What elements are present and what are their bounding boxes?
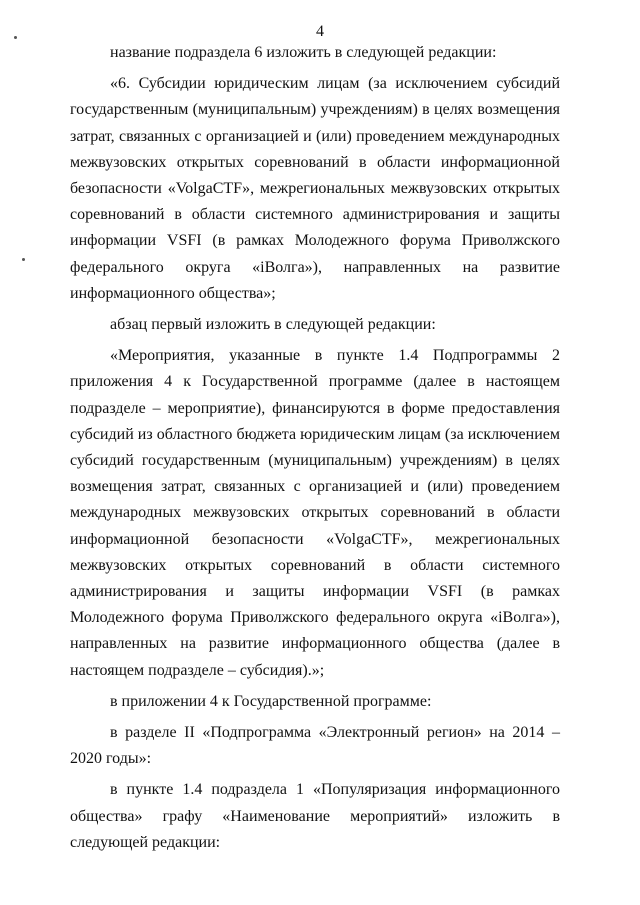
- page-number: 4: [316, 23, 324, 40]
- scan-speck: [22, 258, 25, 261]
- document-body: [70, 40, 560, 861]
- scan-speck: [14, 36, 17, 39]
- paragraph-events-text: «Мероприятия, указанные в пункте 1.4 Подпрограммы 2 приложения 4 к Государственной программе (далее в настоящем подразделе – мероприятие), финансируются в форме предоставления субсидий из областного бюджета юридическим лицам (за исключением субсидий государственным (муниципальным) учреждениям) в целях возмещения затрат, связанных с организацией и (или) проведением международных межвузовских открытых соревнований в области информационной безопасности «VolgaCTF», межрегиональных межвузовских открытых соревнований в области системного администрирования и защиты информации VSFI (в рамках Молодежного форума Приволжского федерального округа «iВолга»), направленных на развитие информационного общества (далее в настоящем подразделе – субсидия).»;: [70, 347, 560, 679]
- paragraph-appendix-instruction: в приложении 4 к Государственной программе:: [110, 692, 432, 710]
- paragraph-section-instruction: в разделе II «Подпрограмма «Электронный регион» на 2014 – 2020 годы»:: [70, 724, 560, 768]
- paragraph-subsection-title-instruction: название подраздела 6 изложить в следующей редакции:: [110, 44, 497, 61]
- paragraph-subsection-title-text: «6. Субсидии юридическим лицам (за исключением субсидий государственным (муниципальным) учреждениям) в целях возмещения затрат, связанных с организацией и (или) проведением международных межвузовских открытых соревнований в области информационной безопасности «VolgaCTF», межрегиональных межвузовских открытых соревнований в области системного администрирования и защиты информации VSFI (в рамках Молодежного форума Приволжского федерального округа «iВолга»), направленных на развитие информационного общества»;: [70, 75, 560, 302]
- paragraph-first-paragraph-instruction: абзац первый изложить в следующей редакции:: [110, 316, 436, 334]
- paragraph-item-instruction: в пункте 1.4 подраздела 1 «Популяризация информационного общества» графу «Наименование мероприятий» изложить в следующей редакции:: [70, 781, 560, 851]
